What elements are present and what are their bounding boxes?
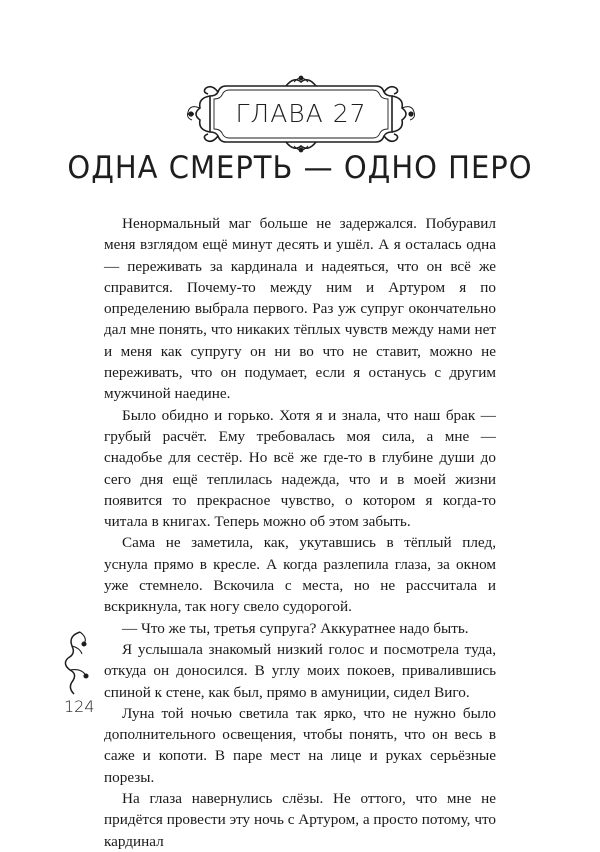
flourish-icon (58, 628, 102, 698)
page-number: 124 (64, 697, 95, 716)
paragraph: На глаза навернулись слёзы. Не оттого, что мне не придётся провести эту ночь с Артуром, а просто потому, что кардинал (104, 790, 496, 850)
paragraph: Было обидно и горько. Хотя я и знала, что наш брак — грубый расчёт. Ему требовалась моя сила, а мне — снадобье для сестёр. Но всё же где-то в глубине души до сего дня ещё теплилась надежда, что и в моей жизни появится то прекрасное чувство, о котором я когда-то читала в книгах. Теперь можно об этом забыть. (104, 406, 496, 531)
chapter-label: ГЛАВА 27 (235, 99, 367, 128)
chapter-heading-frame (186, 74, 416, 154)
paragraph: Ненормальный маг больше не задержался. Побуравил меня взглядом ещё минут десять и ушёл. А я осталась одна — переживать за кардинала и надеяться, что он всё же справится. Почему-то между ним и Артуром я по определению выбрала первого. Раз уж супруг окончательно дал мне понять, что никаких тёплых чувств между нами нет и меня как супругу он ни во что не ставит, можно не переживать, что он подумает, если я останусь с другим мужчиной наедине. (104, 215, 496, 403)
chapter-body (104, 213, 496, 852)
chapter-title: ОДНА СМЕРТЬ — ОДНО ПЕРО (67, 148, 533, 186)
paragraph: Луна той ночью светила так ярко, что не нужно было дополнительного освещения, чтобы понять, что он весь в саже и копоти. В паре мест на лице и руках серьёзные порезы. (104, 704, 496, 786)
paragraph: Я услышала знакомый низкий голос и посмотрела туда, откуда он доносился. В углу моих покоев, привалившись спиной к стене, как был, прямо в амуниции, сидел Виго. (104, 640, 496, 701)
paragraph: Сама не заметила, как, укутавшись в тёплый плед, уснула прямо в кресле. А когда разлепила глаза, за окном уже стемнело. Вскочила с места, но не рассчитала и вскрикнула, так ногу свело судорогой. (104, 534, 496, 616)
paragraph: — Что же ты, третья супруга? Аккуратнее надо быть. (122, 619, 469, 637)
